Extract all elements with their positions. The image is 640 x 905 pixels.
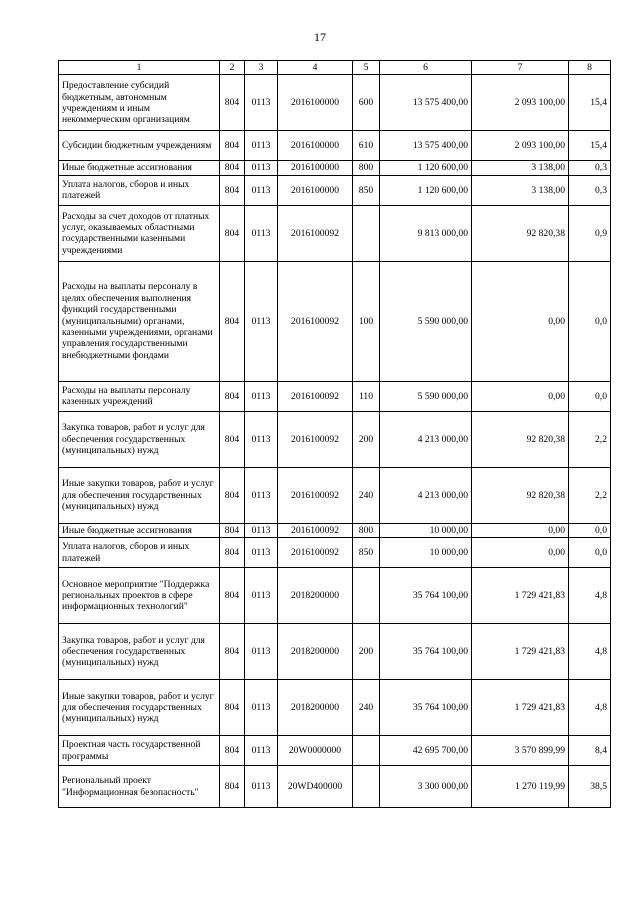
cell-plan: 10 000,00 — [380, 538, 472, 568]
column-header-3: 3 — [245, 61, 278, 75]
column-header-6: 6 — [380, 61, 472, 75]
cell-admin-code: 804 — [220, 411, 245, 467]
column-header-1: 1 — [59, 61, 220, 75]
cell-executed: 3 138,00 — [472, 175, 569, 205]
cell-expense-type: 100 — [353, 261, 380, 381]
budget-table — [58, 60, 611, 808]
table-row — [59, 624, 611, 680]
cell-percent: 4,8 — [569, 568, 611, 624]
column-header-7: 7 — [472, 61, 569, 75]
table-row — [59, 568, 611, 624]
cell-plan: 5 590 000,00 — [380, 261, 472, 381]
cell-target-article: 2016100092 — [278, 261, 353, 381]
cell-plan: 1 120 600,00 — [380, 161, 472, 175]
cell-admin-code: 804 — [220, 523, 245, 537]
row-name: Предоставление субсидий бюджетным, автономным учреждениям и иным некоммерческим организациям — [59, 75, 220, 131]
cell-plan: 13 575 400,00 — [380, 131, 472, 161]
cell-section: 0113 — [245, 175, 278, 205]
row-name: Иные бюджетные ассигнования — [59, 523, 220, 537]
table-row — [59, 538, 611, 568]
cell-section: 0113 — [245, 411, 278, 467]
cell-expense-type: 610 — [353, 131, 380, 161]
cell-target-article: 20W0000000 — [278, 736, 353, 766]
cell-expense-type — [353, 766, 380, 808]
cell-expense-type: 800 — [353, 523, 380, 537]
cell-admin-code: 804 — [220, 766, 245, 808]
cell-target-article: 2016100092 — [278, 205, 353, 261]
row-name: Основное мероприятие "Поддержка региональных проектов в сфере информационных технологий" — [59, 568, 220, 624]
cell-target-article: 2016100000 — [278, 161, 353, 175]
cell-target-article: 2016100092 — [278, 467, 353, 523]
cell-admin-code: 804 — [220, 624, 245, 680]
cell-admin-code: 804 — [220, 161, 245, 175]
cell-section: 0113 — [245, 766, 278, 808]
cell-admin-code: 804 — [220, 205, 245, 261]
cell-section: 0113 — [245, 381, 278, 411]
column-header-5: 5 — [353, 61, 380, 75]
cell-executed: 1 729 421,83 — [472, 568, 569, 624]
row-name: Уплата налогов, сборов и иных платежей — [59, 175, 220, 205]
cell-executed: 3 570 899,99 — [472, 736, 569, 766]
table-row — [59, 261, 611, 381]
table-row — [59, 75, 611, 131]
cell-plan: 9 813 000,00 — [380, 205, 472, 261]
table-row — [59, 205, 611, 261]
cell-section: 0113 — [245, 75, 278, 131]
cell-percent: 0,0 — [569, 261, 611, 381]
cell-expense-type — [353, 205, 380, 261]
cell-admin-code: 804 — [220, 467, 245, 523]
cell-expense-type: 200 — [353, 624, 380, 680]
cell-plan: 42 695 700,00 — [380, 736, 472, 766]
cell-percent: 4,8 — [569, 680, 611, 736]
cell-executed: 2 093 100,00 — [472, 75, 569, 131]
table-row — [59, 766, 611, 808]
row-name: Проектная часть государственной программы — [59, 736, 220, 766]
cell-executed: 0,00 — [472, 261, 569, 381]
row-name: Иные бюджетные ассигнования — [59, 161, 220, 175]
cell-admin-code: 804 — [220, 131, 245, 161]
cell-section: 0113 — [245, 624, 278, 680]
row-name: Уплата налогов, сборов и иных платежей — [59, 538, 220, 568]
cell-admin-code: 804 — [220, 538, 245, 568]
cell-percent: 0,9 — [569, 205, 611, 261]
cell-plan: 4 213 000,00 — [380, 467, 472, 523]
cell-plan: 3 300 000,00 — [380, 766, 472, 808]
cell-plan: 13 575 400,00 — [380, 75, 472, 131]
cell-admin-code: 804 — [220, 175, 245, 205]
cell-percent: 0,0 — [569, 523, 611, 537]
table-row — [59, 736, 611, 766]
cell-section: 0113 — [245, 680, 278, 736]
cell-percent: 2,2 — [569, 467, 611, 523]
table-row — [59, 523, 611, 537]
cell-percent: 8,4 — [569, 736, 611, 766]
cell-expense-type: 240 — [353, 467, 380, 523]
cell-percent: 4,8 — [569, 624, 611, 680]
table-row — [59, 411, 611, 467]
cell-target-article: 2018200000 — [278, 680, 353, 736]
cell-plan: 10 000,00 — [380, 523, 472, 537]
column-header-4: 4 — [278, 61, 353, 75]
table-row — [59, 175, 611, 205]
cell-section: 0113 — [245, 131, 278, 161]
cell-section: 0113 — [245, 205, 278, 261]
cell-target-article: 2016100000 — [278, 75, 353, 131]
cell-section: 0113 — [245, 161, 278, 175]
column-header-8: 8 — [569, 61, 611, 75]
table-row — [59, 381, 611, 411]
cell-target-article: 2016100092 — [278, 411, 353, 467]
column-header-2: 2 — [220, 61, 245, 75]
cell-section: 0113 — [245, 261, 278, 381]
cell-expense-type: 800 — [353, 161, 380, 175]
cell-target-article: 20WD400000 — [278, 766, 353, 808]
table-row — [59, 467, 611, 523]
cell-plan: 1 120 600,00 — [380, 175, 472, 205]
row-name: Закупка товаров, работ и услуг для обеспечения государственных (муниципальных) нужд — [59, 411, 220, 467]
cell-executed: 92 820,38 — [472, 205, 569, 261]
cell-plan: 35 764 100,00 — [380, 680, 472, 736]
cell-expense-type: 110 — [353, 381, 380, 411]
cell-percent: 0,0 — [569, 381, 611, 411]
cell-section: 0113 — [245, 467, 278, 523]
cell-expense-type — [353, 736, 380, 766]
row-name: Расходы за счет доходов от платных услуг, оказываемых областными государственными казенными учреждениями — [59, 205, 220, 261]
cell-executed: 0,00 — [472, 523, 569, 537]
cell-executed: 92 820,38 — [472, 411, 569, 467]
table-row — [59, 131, 611, 161]
cell-plan: 35 764 100,00 — [380, 624, 472, 680]
cell-percent: 2,2 — [569, 411, 611, 467]
cell-target-article: 2016100092 — [278, 381, 353, 411]
cell-section: 0113 — [245, 538, 278, 568]
cell-executed: 92 820,38 — [472, 467, 569, 523]
cell-executed: 0,00 — [472, 538, 569, 568]
table-row — [59, 161, 611, 175]
row-name: Закупка товаров, работ и услуг для обеспечения государственных (муниципальных) нужд — [59, 624, 220, 680]
cell-percent: 0,3 — [569, 175, 611, 205]
row-name: Региональный проект "Информационная безопасность" — [59, 766, 220, 808]
cell-expense-type: 200 — [353, 411, 380, 467]
cell-executed: 1 729 421,83 — [472, 680, 569, 736]
cell-admin-code: 804 — [220, 381, 245, 411]
cell-admin-code: 804 — [220, 75, 245, 131]
cell-plan: 5 590 000,00 — [380, 381, 472, 411]
cell-plan: 35 764 100,00 — [380, 568, 472, 624]
cell-target-article: 2016100092 — [278, 538, 353, 568]
cell-section: 0113 — [245, 523, 278, 537]
cell-section: 0113 — [245, 736, 278, 766]
cell-plan: 4 213 000,00 — [380, 411, 472, 467]
cell-percent: 15,4 — [569, 75, 611, 131]
cell-expense-type — [353, 568, 380, 624]
cell-expense-type: 850 — [353, 175, 380, 205]
cell-target-article: 2016100000 — [278, 131, 353, 161]
cell-target-article: 2018200000 — [278, 624, 353, 680]
row-name: Расходы на выплаты персоналу в целях обеспечения выполнения функций государственными (муниципальными) органами, казенными учреждениями, органами управления государственными внебюджетными фондами — [59, 261, 220, 381]
cell-target-article: 2016100000 — [278, 175, 353, 205]
cell-admin-code: 804 — [220, 736, 245, 766]
cell-percent: 0,3 — [569, 161, 611, 175]
cell-executed: 2 093 100,00 — [472, 131, 569, 161]
cell-admin-code: 804 — [220, 261, 245, 381]
table-header-row — [59, 61, 611, 75]
cell-executed: 1 270 119,99 — [472, 766, 569, 808]
cell-admin-code: 804 — [220, 568, 245, 624]
row-name: Субсидии бюджетным учреждениям — [59, 131, 220, 161]
row-name: Расходы на выплаты персоналу казенных учреждений — [59, 381, 220, 411]
page-number: 17 — [314, 30, 326, 44]
row-name: Иные закупки товаров, работ и услуг для обеспечения государственных (муниципальных) нужд — [59, 467, 220, 523]
cell-executed: 3 138,00 — [472, 161, 569, 175]
cell-admin-code: 804 — [220, 680, 245, 736]
cell-expense-type: 240 — [353, 680, 380, 736]
cell-percent: 38,5 — [569, 766, 611, 808]
cell-expense-type: 850 — [353, 538, 380, 568]
cell-executed: 0,00 — [472, 381, 569, 411]
cell-executed: 1 729 421,83 — [472, 624, 569, 680]
cell-percent: 15,4 — [569, 131, 611, 161]
cell-target-article: 2018200000 — [278, 568, 353, 624]
cell-target-article: 2016100092 — [278, 523, 353, 537]
cell-section: 0113 — [245, 568, 278, 624]
row-name: Иные закупки товаров, работ и услуг для обеспечения государственных (муниципальных) нужд — [59, 680, 220, 736]
cell-percent: 0,0 — [569, 538, 611, 568]
cell-expense-type: 600 — [353, 75, 380, 131]
table-row — [59, 680, 611, 736]
